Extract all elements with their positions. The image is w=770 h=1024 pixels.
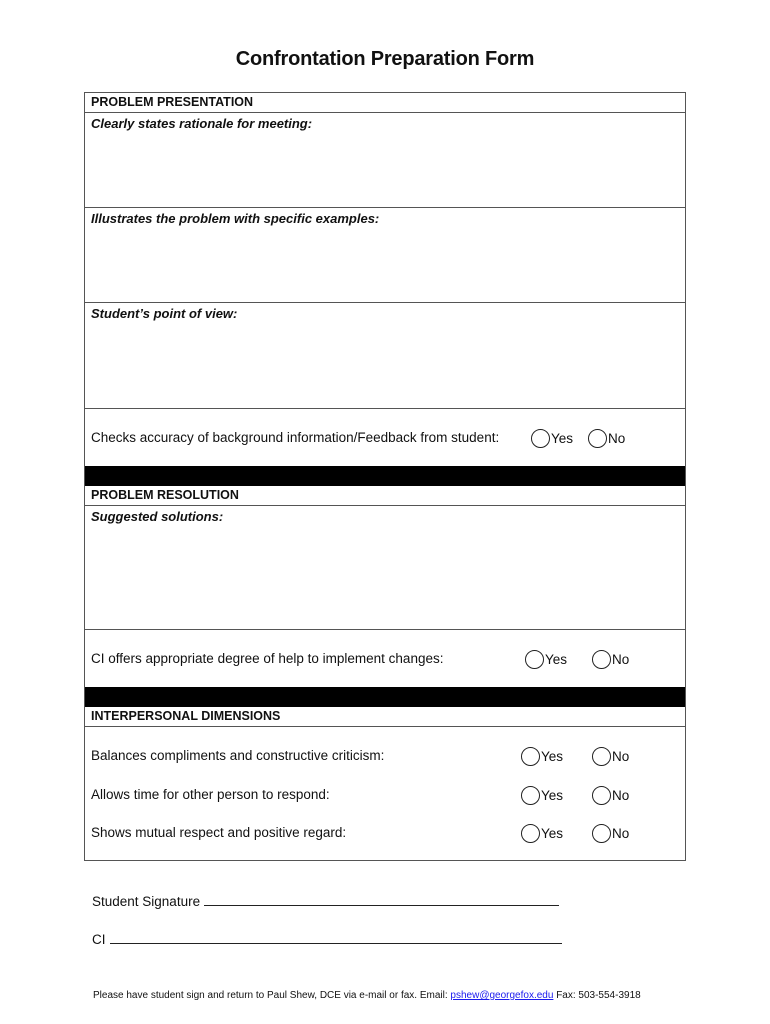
radio-circle-icon — [521, 747, 540, 766]
time-no-radio[interactable] — [592, 786, 629, 805]
students-point-of-view-label: Student’s point of view: — [91, 306, 238, 321]
examples-label: Illustrates the problem with specific examples: — [91, 211, 380, 226]
time-yes-radio[interactable] — [521, 786, 563, 805]
respect-question-label: Shows mutual respect and positive regard: — [91, 825, 347, 840]
help-yes-radio[interactable] — [525, 650, 567, 669]
ci-signature-line[interactable] — [110, 931, 562, 944]
student-signature-row — [92, 893, 559, 909]
no-label: No — [612, 826, 630, 841]
section-divider — [85, 687, 685, 707]
suggested-solutions-label: Suggested solutions: — [91, 509, 224, 524]
compliments-no-radio[interactable] — [592, 747, 629, 766]
no-label: No — [612, 788, 630, 803]
footer-text: Please have student sign and return to Paul Shew, DCE via e-mail or fax. Email: — [93, 990, 448, 1001]
section-divider — [85, 466, 685, 486]
accuracy-yes-radio[interactable] — [531, 429, 573, 448]
accuracy-question-row — [85, 408, 685, 466]
radio-circle-icon — [588, 429, 607, 448]
compliments-yes-radio[interactable] — [521, 747, 563, 766]
respect-no-radio[interactable] — [592, 824, 629, 843]
accuracy-question-label: Checks accuracy of background information/Feedback from student: — [91, 430, 500, 445]
section-header-interpersonal-dimensions: INTERPERSONAL DIMENSIONS — [91, 709, 281, 723]
radio-circle-icon — [525, 650, 544, 669]
radio-circle-icon — [521, 786, 540, 805]
compliments-question-label: Balances compliments and constructive criticism: — [91, 748, 385, 763]
section-header-problem-resolution: PROBLEM RESOLUTION — [91, 488, 239, 502]
ci-signature-row — [92, 931, 562, 947]
interpersonal-questions — [85, 726, 685, 860]
yes-label: Yes — [541, 749, 564, 764]
radio-circle-icon — [592, 824, 611, 843]
no-label: No — [612, 652, 630, 667]
radio-circle-icon — [592, 650, 611, 669]
yes-label: Yes — [541, 826, 564, 841]
section-header-problem-presentation: PROBLEM PRESENTATION — [91, 95, 254, 109]
radio-circle-icon — [592, 786, 611, 805]
page-title: Confrontation Preparation Form — [235, 48, 535, 70]
respect-yes-radio[interactable] — [521, 824, 563, 843]
accuracy-no-radio[interactable] — [588, 429, 625, 448]
rationale-label: Clearly states rationale for meeting: — [91, 116, 313, 131]
yes-label: Yes — [545, 652, 568, 667]
students-point-of-view-field[interactable] — [85, 302, 685, 408]
radio-circle-icon — [521, 824, 540, 843]
no-label: No — [608, 431, 626, 446]
examples-field[interactable] — [85, 207, 685, 302]
radio-circle-icon — [592, 747, 611, 766]
no-label: No — [612, 749, 630, 764]
email-link[interactable]: pshew@georgefox.edu — [450, 990, 554, 1001]
yes-label: Yes — [551, 431, 574, 446]
help-question-row — [85, 629, 685, 687]
help-no-radio[interactable] — [592, 650, 629, 669]
student-signature-line[interactable] — [204, 893, 559, 906]
yes-label: Yes — [541, 788, 564, 803]
form-table — [84, 92, 686, 861]
radio-circle-icon — [531, 429, 550, 448]
fax-text: Fax: 503-554-3918 — [556, 990, 641, 1001]
ci-signature-label: CI — [92, 932, 106, 947]
help-question-label: CI offers appropriate degree of help to implement changes: — [91, 651, 444, 666]
footer-note — [93, 990, 641, 1001]
student-signature-label: Student Signature — [92, 894, 201, 909]
time-question-label: Allows time for other person to respond: — [91, 787, 330, 802]
rationale-field[interactable] — [85, 112, 685, 207]
suggested-solutions-field[interactable] — [85, 505, 685, 629]
